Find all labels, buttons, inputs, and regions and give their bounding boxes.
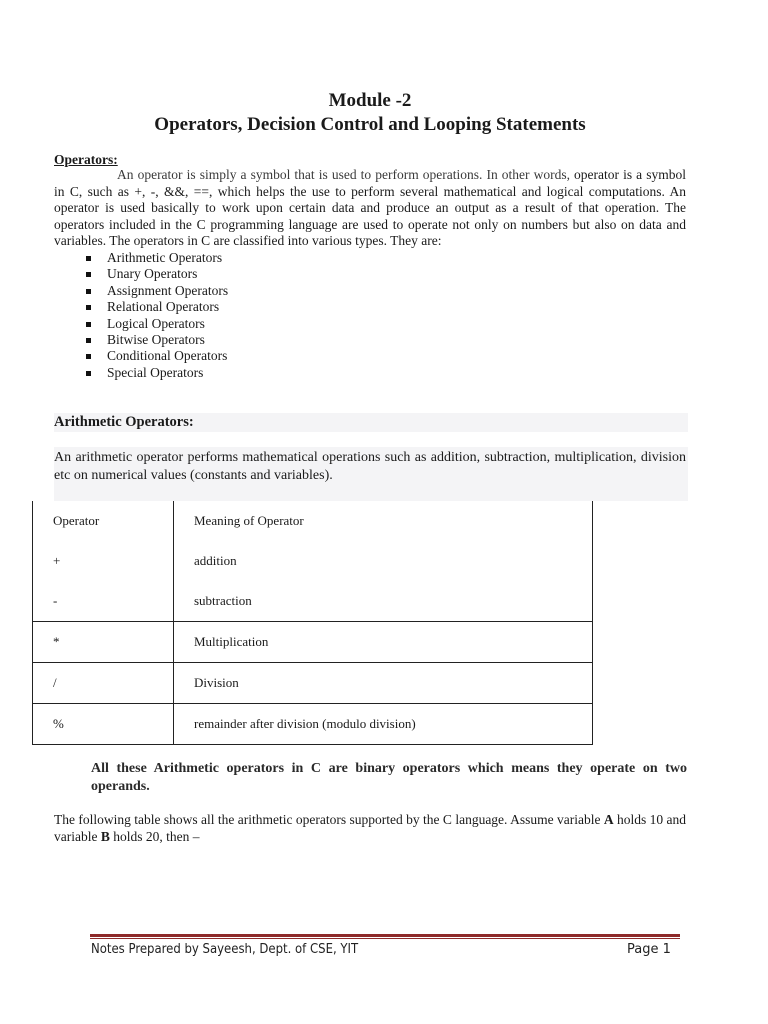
variable-a: A <box>603 812 614 827</box>
footer-rule-thin <box>90 938 680 939</box>
meaning-cell: remainder after division (modulo division) <box>174 704 593 745</box>
list-item: Logical Operators <box>84 316 228 332</box>
operator-cell: * <box>33 622 174 663</box>
intro-rest: in C, such as +, -, &&, ==, which helps the use to perform several mathematical and logical computations. An operator is used basically to work upon certain data and produce an output as a result of that operation. The operators included in the C programming language are used to operate not only on numbers but also on data and variables. The operators in C are classified into various types. They are: <box>54 183 686 249</box>
operator-types-list <box>84 250 228 381</box>
table-row <box>33 663 593 704</box>
header-operator: Operator <box>33 501 174 541</box>
list-item: Special Operators <box>84 365 228 381</box>
following-text-1: The following table shows all the arithmetic operators supported by the C language. Assume variable <box>54 812 601 827</box>
list-item: Conditional Operators <box>84 348 228 364</box>
operator-cell: - <box>33 581 174 622</box>
header-meaning: Meaning of Operator <box>174 501 593 541</box>
list-item: Arithmetic Operators <box>84 250 228 266</box>
list-item: Relational Operators <box>84 299 228 315</box>
operators-heading: Operators: <box>54 152 118 167</box>
list-item: Unary Operators <box>84 266 228 282</box>
meaning-cell: subtraction <box>174 581 593 622</box>
binary-operators-note: All these Arithmetic operators in C are binary operators which means they operate on two operands. <box>91 761 687 794</box>
table-row <box>33 581 593 622</box>
following-text-2: holds 10 and variable <box>54 812 686 844</box>
list-item: Bitwise Operators <box>84 332 228 348</box>
operator-cell: + <box>33 541 174 581</box>
footer-rule-thick <box>90 934 680 937</box>
list-item: Assignment Operators <box>84 283 228 299</box>
following-text-3: holds 20, then – <box>113 829 200 844</box>
operators-intro <box>54 167 686 250</box>
document-subtitle: Operators, Decision Control and Looping Statements <box>154 114 586 135</box>
table-row <box>33 622 593 663</box>
arithmetic-heading: Arithmetic Operators: <box>54 414 194 430</box>
arithmetic-description: An arithmetic operator performs mathematical operations such as addition, subtraction, multiplication, division etc on numerical values (constants and variables). <box>54 450 686 483</box>
footer-author: Notes Prepared by Sayeesh, Dept. of CSE, YIT <box>91 942 359 957</box>
operator-cell: / <box>33 663 174 704</box>
following-table-intro <box>54 811 686 845</box>
table-row <box>33 704 593 745</box>
meaning-cell: addition <box>174 541 593 581</box>
table-header-row <box>33 501 593 541</box>
meaning-cell: Division <box>174 663 593 704</box>
table-row <box>33 541 593 581</box>
intro-lead: An operator is simply a symbol that is used to perform operations. In other words, <box>117 167 570 182</box>
intro-emphasis: operator is a symbol <box>574 167 686 182</box>
module-title: Module -2 <box>328 90 412 111</box>
meaning-cell: Multiplication <box>174 622 593 663</box>
operator-cell: % <box>33 704 174 745</box>
arithmetic-operators-table <box>32 501 593 745</box>
variable-b: B <box>100 829 110 844</box>
page-number: Page 1 <box>627 942 671 957</box>
